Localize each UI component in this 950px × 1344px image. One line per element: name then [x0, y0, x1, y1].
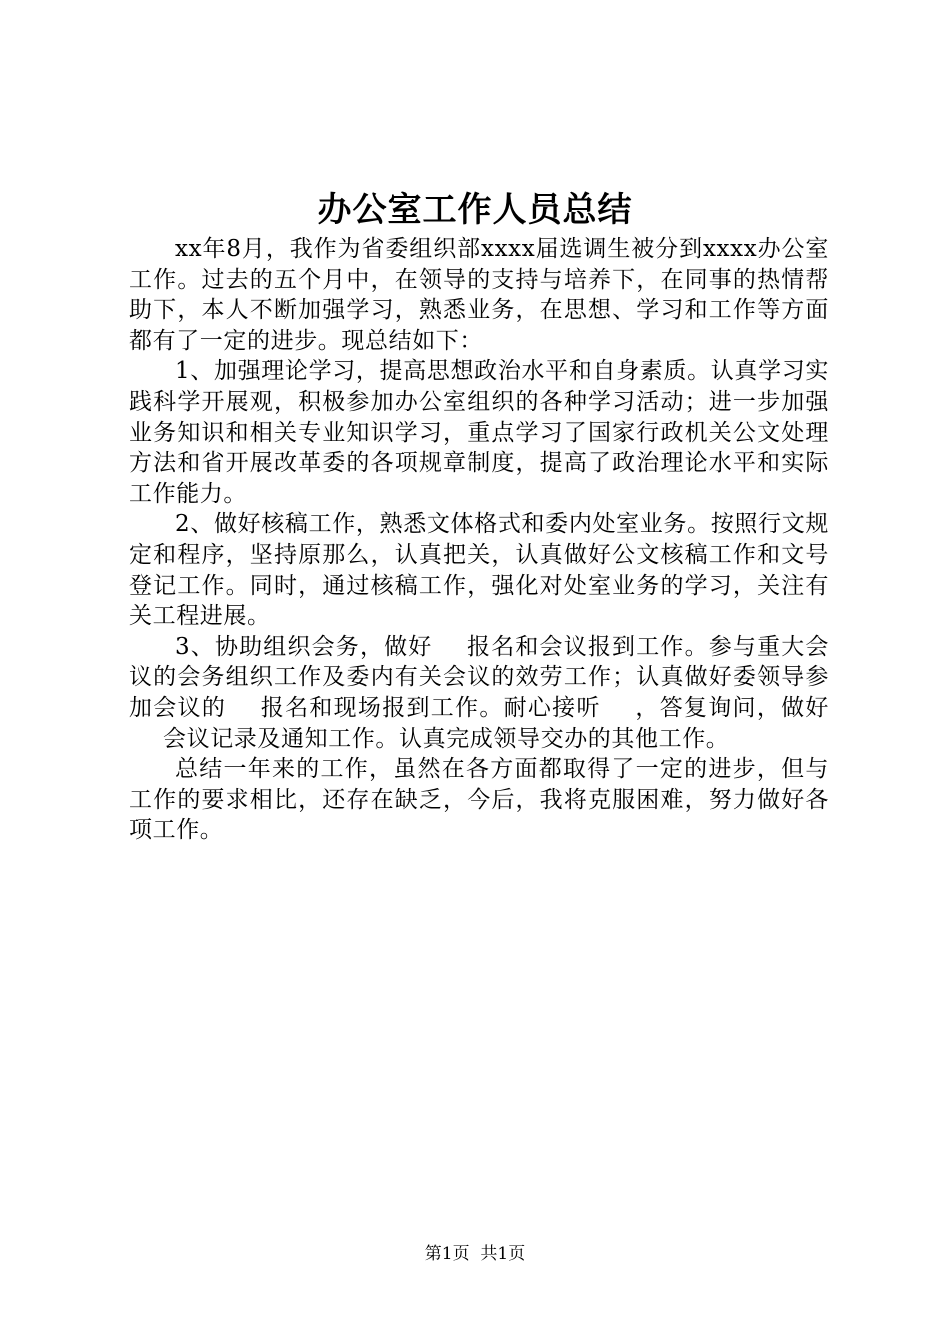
- page-footer: [0, 1242, 950, 1266]
- paragraph-conclusion: 总结一年来的工作，虽然在各方面都取得了一定的进步，但与工作的要求相比，还存在缺乏，今后，我将克服困难，努力做好各项工作。: [129, 756, 829, 844]
- document-body: [129, 234, 829, 846]
- paragraph-part: 3、协助组织会务，做好: [175, 633, 433, 660]
- page-total: 共1页: [480, 1244, 526, 1264]
- paragraph-intro: xx年8月，我作为省委组织部xxxx届选调生被分到xxxx办公室工作。过去的五个月中，在领导的支持与培养下，在同事的热情帮助下，本人不断加强学习，熟悉业务，在思想、学习和工作等方面都有了一定的进步。现总结如下：: [129, 236, 829, 354]
- paragraph-meeting-support: [129, 632, 829, 754]
- paragraph-part: ，答复询问，做好: [634, 694, 829, 721]
- paragraph-theory-study: 1、加强理论学习，提高思想政治水平和自身素质。认真学习实践科学开展观，积极参加办公室组织的各种学习活动；进一步加强业务知识和相关专业知识学习，重点学习了国家行政机关公文处理方法和省开展改革委的各项规章制度，提高了政治理论水平和实际工作能力。: [129, 358, 829, 507]
- paragraph-part: 会议记录及通知工作。认真完成领导交办的其他工作。: [163, 725, 730, 752]
- paragraph-part: 报名和会议报到工作。参与重大会议的会务组织工作及委内有关会议的效劳工作；认真做好委领导参加会议的: [129, 633, 830, 721]
- paragraph-part: 报名和现场报到工作。耐心接听: [260, 694, 601, 721]
- footer-spacer: [470, 1244, 481, 1264]
- document-title: 办公室工作人员总结: [317, 190, 633, 230]
- page-number: 第1页: [424, 1244, 470, 1264]
- paragraph-draft-review: 2、做好核稿工作，熟悉文体格式和委内处室业务。按照行文规定和程序，坚持原那么，认真把关，认真做好公文核稿工作和文号登记工作。同时，通过核稿工作，强化对处室业务的学习，关注有关工程进展。: [129, 511, 829, 630]
